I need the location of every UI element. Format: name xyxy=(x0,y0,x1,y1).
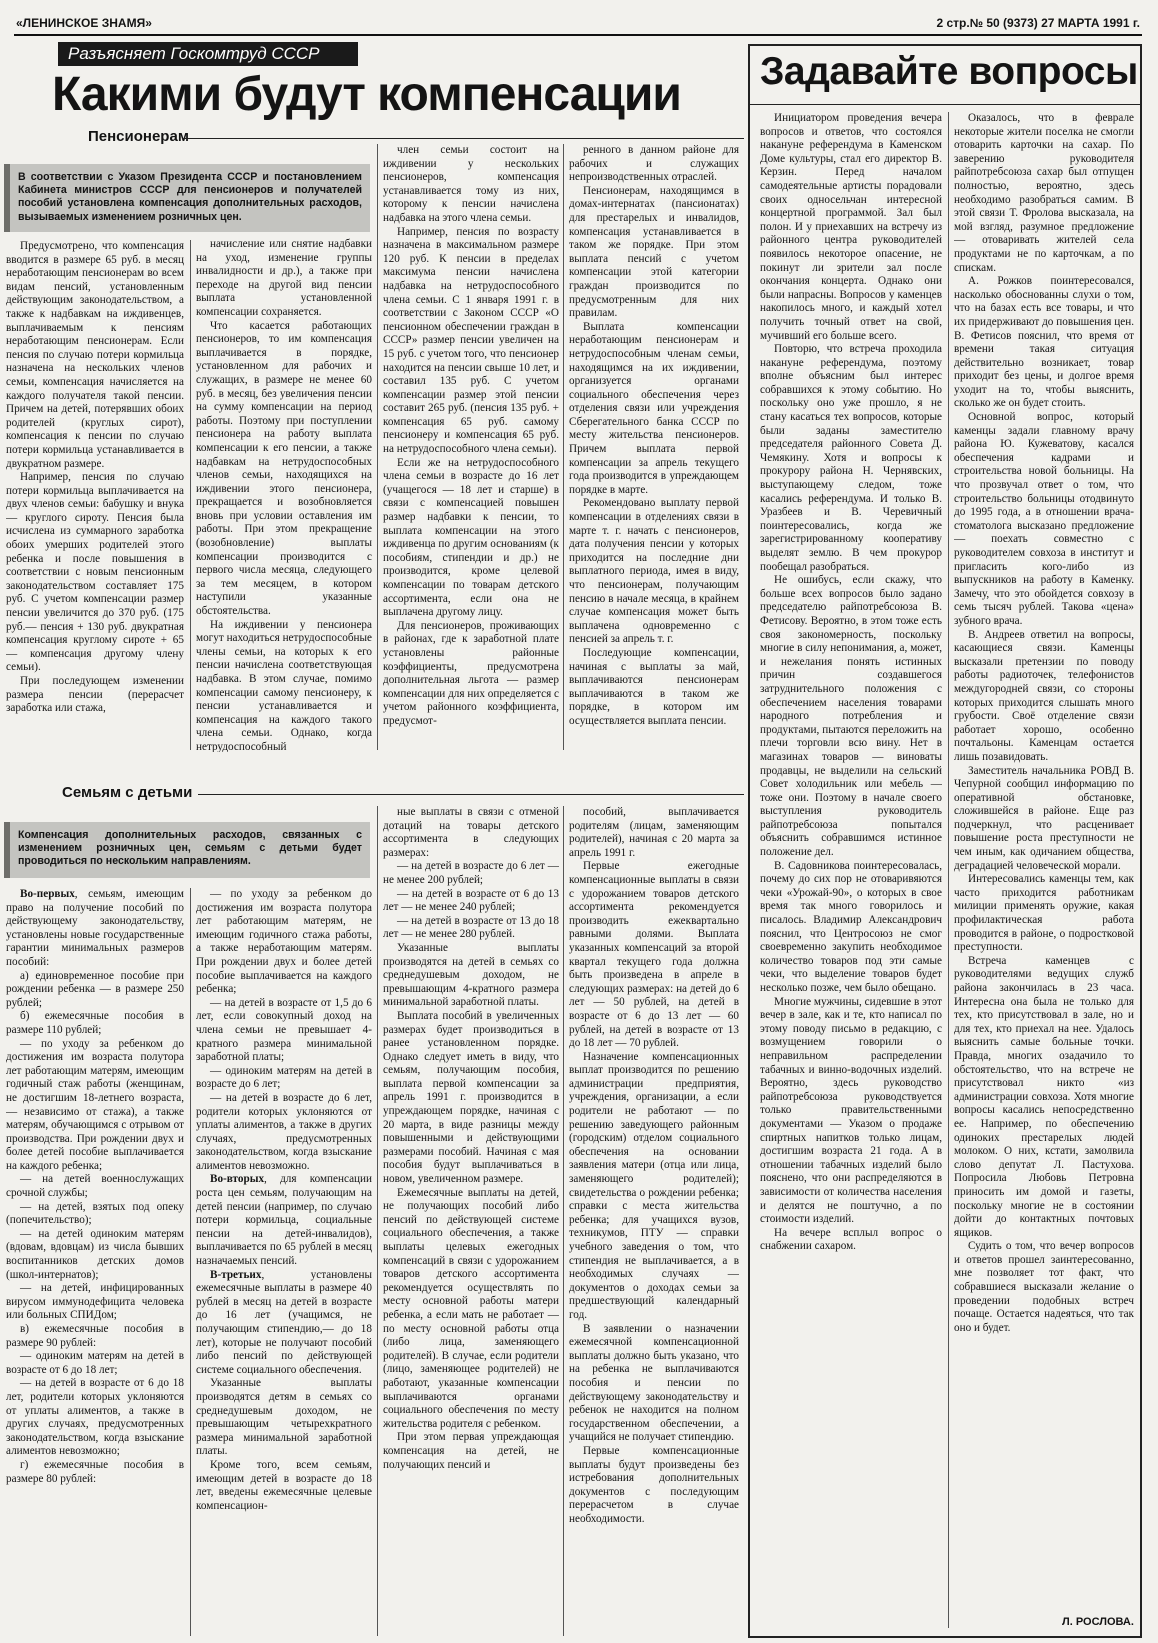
paragraph: Многие мужчины, сидевшие в этот вечер в зале, как и те, кто написал по этому поводу письмо в редакцию, с возмущением говорили о неправильном распределении табачных и винно-водочных изделий. Вероятно, здесь руководство райпотребсоюза руководствуется только правительственными документами — Указом о продаже спиртных напитков только лицам, достигшим возраста 21 года. А в отношении табачных изделий было пояснено, что они распределяются в зависимости от количества населения и делятся не поштучно, а по стоимости изделий. xyxy=(760,995,942,1226)
paragraph: Последующие компенсации, начиная с выплаты за май, выплачиваются пенсионерам выплачиваются в таком же порядке, в котором им осуществляется выплата пенсии. xyxy=(569,646,739,727)
paragraph: Например, пенсия по случаю потери кормильца выплачивается на двух членов семьи: бабушку и внука — круглого сироту. Пенсия была исчислена из суммарного заработка обоих умерших родителей этого ребенка и после повышения в соответствии с новым пенсионным законодательством составляет 175 руб. С учетом компенсации размер пенсии увеличится до 370 руб. (175 руб.— пенсия + 130 руб. двукратная компенсация круглому сироте + 65 — компенсация другому члену семьи). xyxy=(6,471,184,674)
sidebar-column-2 xyxy=(954,112,1134,1614)
paragraph: Например, пенсия по возрасту назначена в максимальном размере 120 руб. К пенсии в пределах максимума пенсии начислена надбавка на нетрудоспособного члена семьи. С 1 января 1991 г. в соответствии с Законом СССР «О пенсионном обеспечении граждан в СССР» размер пенсии увеличен на 15 руб. с учетом того, что пенсионер находится на пенсии свыше 10 лет, и составил 135 руб. С учетом компенсации размер этой пенсии составит 265 руб. (пенсия 135 руб. + компенсация 65 руб. самому пенсионеру и компенсация 65 руб. на нетрудоспособного члена семьи). xyxy=(383,225,559,456)
paragraph: Указанные выплаты производятся детям в семьях со среднедушевым доходом, не превышающим четырехкратного размера минимальной заработной платы. xyxy=(196,1377,372,1458)
section2-column-1 xyxy=(6,888,184,1638)
paragraph: Кроме того, всем семьям, имеющим детей в возрасте до 18 лет, введены ежемесячные целевые компенсацион- xyxy=(196,1458,372,1512)
paragraph: На вечере всплыл вопрос о снабжении сахаром. xyxy=(760,1226,942,1253)
paragraph: Во-первых, семьям, имеющим право на получение пособий по действующему законодательству, установлены новые государственные гарантии минимальных размеров пособий: xyxy=(6,888,184,968)
column-divider xyxy=(563,144,564,750)
newspaper-name: «ЛЕНИНСКОЕ ЗНАМЯ» xyxy=(16,16,152,30)
paragraph: — на детей военнослужащих срочной службы; xyxy=(6,1173,184,1200)
paragraph: В заявлении о назначении ежемесячной компенсационной выплаты должно быть указано, что на ребенка не выплачиваются пособия и пенсии по действующему законодательству и ребенок не находится на полном государственном обеспечении, а учащийся не получает стипендию. xyxy=(569,1322,739,1444)
paragraph: — на детей, взятых под опеку (попечительство); xyxy=(6,1200,184,1227)
paragraph: Для пенсионеров, проживающих в районах, где к заработной плате установлены районные коэффициенты, предусмотрена дополнительная льгота — размер компенсации для них определяется с учетом районного коэффициента, предусмот- xyxy=(383,619,559,727)
paragraph: — одиноким матерям на детей в возрасте до 6 лет; xyxy=(196,1064,372,1091)
section1-column-2 xyxy=(196,238,372,752)
sidebar-title: Задавайте вопросы xyxy=(760,50,1138,93)
paragraph: Инициатором проведения вечера вопросов и ответов, что состоялся накануне референдума в Каменском Доме культуры, стал его директор В. Керзин. Перед началом самодеятельные артисты порадовали своих односельчан интересной концертной программой. Зал был полон. И у приехавших на встречу из районного центра руководителей появилось некоторое опасение, не покинут ли зрители зал после окончания концерта. Однако они были напрасны. Вопросов у каменцев накопилось много, и каждый хотел получить точный ответ на свой, мучивший его больше всего. xyxy=(760,112,942,342)
paragraph: ные выплаты в связи с отменой дотаций на товары детского ассортимента в следующих размерах: xyxy=(383,806,559,859)
paragraph: Что касается работающих пенсионеров, то им компенсация выплачивается в порядке, установленном для рабочих и служащих, в размере не менее 60 руб. в месяц, без увеличения пенсии на сумму компенсации на период работы. Поэтому при поступлении пенсионера на работу выплата компенсации к его пенсии, а также надбавкам на нетрудоспособных членов семьи, находящихся на иждивении этого пенсионера, прекращается и возобновляется вновь при условии оставления им работы. При этом прекращение (возобновление) выплаты компенсации производится с первого числа месяца, следующего за тем месяцем, в котором наступили указанные обстоятельства. xyxy=(196,319,372,618)
column-divider xyxy=(377,806,378,1636)
paragraph: Судить о том, что вечер вопросов и ответов прошел заинтересованно, мне позволяет тот факт, что собравшиеся высказали желание о проведении подобных встреч почаще. Остается надеяться, что так оно и будет. xyxy=(954,1240,1134,1334)
paragraph: Указанные выплаты производятся на детей в семьях со среднедушевым доходом, не превышающим 4-кратного размера минимальной заработной платы. xyxy=(383,941,559,1009)
sidebar-title-rule xyxy=(750,104,1140,105)
column-divider xyxy=(377,144,378,750)
paragraph: в) ежемесячные пособия в размере 90 рублей: xyxy=(6,1323,184,1349)
paragraph: Основной вопрос, который каменцы задали главному врачу района Ю. Кужеватову, касался обеспечения кадрами и строительства новой больницы. На что прозвучал ответ о том, что строительство больницы отодвинуто до 1995 года, а в отношении врача-стоматолога высказано предложение — поехать совместно с руководителем совхоза в институт и пригласить кого-либо из выпускников на работу в Каменку. Замечу, что это обойдется совхозу в семь тысяч рублей. Такова «цена» зубного врача. xyxy=(954,411,1134,627)
paragraph: А. Рожков поинтересовался, насколько обоснованны слухи о том, что на базах есть все товары, и что их придерживают до повышения цен. В. Фетисов пояснил, что время от времени такая ситуация действительно возникает, товар приходит без цены, и долгое время уходит на то, чтобы выяснить, сколько же он будет стоить. xyxy=(954,275,1134,410)
paragraph: На иждивении у пенсионера могут находиться нетрудоспособные члены семьи, на которых к его пенсии начислена соответствующая надбавка. В этом случае, помимо компенсации самому пенсионеру, к пенсии устанавливается и компенсация на каждого такого члена семьи. Однако, когда нетрудоспособный xyxy=(196,618,372,752)
paragraph: В-третьих, установлены ежемесячные выплаты в размере 40 рублей в месяц на детей в возрасте до 16 лет (учащимся, не получающим стипендию,— до 18 лет), которые не получают пособий либо пенсий по действующей системе социального обеспечения. xyxy=(196,1268,372,1376)
paragraph: — на детей в возрасте от 6 до 18 лет, родители которых уклоняются от уплаты алиментов, а также в других случаях, предусмотренных законодательством, когда взыскание алиментов невозможно; xyxy=(6,1377,184,1458)
paragraph: Первые ежегодные компенсационные выплаты в связи с удорожанием товаров детского ассортимента рекомендуется производить ежеквартально равными долями. Выплата указанных компенсаций за второй квартал текущего года должна быть произведена в апреле в следующих размерах: на детей до 6 лет — 50 рублей, на детей в возрасте от 6 до 13 лет — 60 рублей, на детей в возрасте от 13 до 18 лет — 70 рублей. xyxy=(569,860,739,1050)
paragraph: Заместитель начальника РОВД В. Чепурной сообщил информацию по оперативной обстановке, сложившейся в районе. Еще раз подчеркнул, что расценивает повышение роста преступности не чем иным, как одичанием общества, деградацией человеческой морали. xyxy=(954,764,1134,872)
issue-info: 2 стр.№ 50 (9373) 27 МАРТА 1991 г. xyxy=(936,16,1140,30)
paragraph: — по уходу за ребенком до достижения им возраста полутора лет работающим матерям, не имеющим годичного стажа работы, а также неработающим матерям. При рождении двух и более детей пособие выплачивается на каждого ребенка; xyxy=(196,888,372,996)
paragraph: Если же на нетрудоспособного члена семьи в возрасте до 16 лет (учащегося — 18 лет и старше) в связи с компенсацией повышен размер надбавки к пенсии, то выплата компенсации на этого иждивенца по другим основаниям (к пособиям, стипендии и др.) не производится, кроме целевой компенсации по товарам детского ассортимента, если она не выплачена другому лицу. xyxy=(383,456,559,619)
paragraph: ренного в данном районе для рабочих и служащих непроизводственных отраслей. xyxy=(569,144,739,184)
paragraph: Ежемесячные выплаты на детей, не получающих пособий либо пенсий по действующей системе социального обеспечения, а также выплаты целевых ежегодных компенсаций в связи с удорожанием товаров детского ассортимента рекомендуется осуществлять по месту основной работы матери ребенка, а если мать не работает — по месту основной работы отца (либо лица, заменяющего родителей). В случае, если родители (лицо, заменяющее родителей) не работают, указанные компенсации выплачиваются органами социального обеспечения по месту жительства родителя с ребенком. xyxy=(383,1186,559,1430)
paragraph: Не ошибусь, если скажу, что больше всех вопросов было задано председателю райпотребсоюза В. Фетисову. Вероятно, в этом тоже есть своя закономерность, поскольку многие в силу непонимания, а, может, и нежелания понять истинных причин создавшегося затруднительного положения с обеспечением населения товарами народного потребления и продуктами, пытаются переложить на плечи торговли всю вину. Нет в магазинах товаров — виноваты продавцы, не выделили на сельский Совет холодильник или мебель — тоже они. Поэтому в начале своего выступления руководитель райпотребсоюза попытался объяснить собравшимся истинное положение дел. xyxy=(760,574,942,859)
paragraph: — одиноким матерям на детей в возрасте от 6 до 18 лет; xyxy=(6,1350,184,1376)
section1-column-3 xyxy=(383,144,559,752)
section2-lead: Компенсация дополнительных расходов, связанных с изменением розничных цен, семьям с детьми будет проводиться по нескольким направлениям. xyxy=(4,822,370,878)
paragraph: — по уходу за ребенком до достижения им возраста полутора лет работающим матерям, имеющим годичный стаж работы (женщинам, не достигшим 18-летнего возраста,— независимо от стажа), а также матерям, обучающимся с отрывом от производства. При рождении двух и более детей пособие выплачивается на каждого ребенка; xyxy=(6,1037,184,1172)
section-heading-families: Семьям с детьми xyxy=(62,784,193,801)
paragraph: — на детей в возрасте от 6 до 13 лет — не менее 240 рублей; xyxy=(383,887,559,914)
paragraph: Назначение компенсационных выплат производится по решению администрации предприятия, учреждения, организации, а если родители не работают — по решению заведующего районным (городским) отделом социального обеспечения на основании заявления матери (отца или лица, заменяющего родителей); свидетельства о рождении ребенка; справки с места жительства ребенка; для учащихся вузов, техникумов, ПТУ — справки учебного заведения о том, что стипендия не выплачивается, а в необходимых случаях — документов о доходах семьи за предшествующий календарный год. xyxy=(569,1050,739,1321)
paragraph: Повторю, что встреча проходила накануне референдума, поэтому вполне объясним был интерес собравшихся к этому событию. Но поскольку оно уже прошло, я не стану касаться тех вопросов, которые были заданы заместителю председателя районного Совета Д. Чемякину. Хотя и вопросы к прокурору района Н. Чернявских, выступающему следом, тоже касались референдума. И только В. Уразбеев и В. Черевичный поинтересовались, когда же зарегистрированному кооперативу выделят землю. В чем прокурор пообещал разобраться. xyxy=(760,343,942,573)
paragraph: Выплата компенсации неработающим пенсионерам и нетрудоспособным членам семьи, находящимся на их иждивении, организуется органами социального обеспечения через отделения связи или учреждения Сберегательного банка СССР по месту жительства пенсионеров. Причем выплата первой компенсации за апрель текущего года производится в упреждающем порядке в марте. xyxy=(569,320,739,496)
section2-column-3 xyxy=(383,806,559,1638)
paragraph: Встреча каменцев с руководителями ведущих служб района закончилась в 23 часа. Интересна она была не только для тех, кто присутствовал в зале, но и для тех, кто приехал на нее. Удалось выяснить самые больные точки. Правда, многих озадачило то обстоятельство, что на встрече не присутствовал никто «из администрации совхоза. Хотя многие вопросы касались непосредственно ее. Например, по обеспечению одиноких престарелых людей молоком. О них, кстати, замолвила слово депутат Л. Пастухова. Попросила Любовь Петровна приносить им домой и газеты, поскольку многие не в состоянии дойти до контактных почтовых ящиков. xyxy=(954,954,1134,1239)
paragraph: При этом первая упреждающая компенсация на детей, не получающих пенсий и xyxy=(383,1431,559,1471)
section-heading-line xyxy=(182,138,744,139)
column-divider xyxy=(563,806,564,1636)
paragraph: Предусмотрено, что компенсация вводится в размере 65 руб. в месяц неработающим пенсионерам во всем видам пенсий, установленным действующим законодательством, а также к надбавкам на иждивенцев, выплачиваемым к пенсиям неработающим пенсионерам. Если пенсия по случаю потери кормильца назначена на нескольких членов семьи, компенсация начисляется на каждого получателя такой пенсии. Причем на детей, потерявших обоих родителей (круглых сирот), компенсация к пенсии по случаю потери кормильца устанавливается в двукратном размере. xyxy=(6,240,184,470)
section1-column-4 xyxy=(569,144,739,752)
article-title: Какими будут компенсации xyxy=(52,68,681,121)
column-divider xyxy=(190,888,191,1636)
paragraph: а) единовременное пособие при рождении ребенка — в размере 250 рублей; xyxy=(6,969,184,1009)
section2-column-4 xyxy=(569,806,739,1638)
masthead xyxy=(14,14,1142,36)
column-divider xyxy=(190,240,191,750)
paragraph: Оказалось, что в феврале некоторые жители поселка не смогли отоварить карточки на сахар. По заверению руководителя райпотребсоюза сахар был отпущен полностью, вероятно, здесь необходимо разобраться самим. В этой связи Т. Фролова высказала, на мой взгляд, разумное предложение — отоваривать жителей села продуктами не по карточкам, а по спискам. xyxy=(954,112,1134,274)
paragraph: Первые компенсационные выплаты будут произведены без истребования дополнительных документов с последующим перерасчетом в случае необходимости. xyxy=(569,1444,739,1525)
section1-column-1 xyxy=(6,240,184,752)
column-divider xyxy=(948,112,949,1628)
sidebar-column-1 xyxy=(760,112,942,1628)
paragraph: начисление или снятие надбавки на уход, изменение группы инвалидности и др.), а также при переходе на другой вид пенсии выплата установленной компенсации сохраняется. xyxy=(196,238,372,318)
author-signature: Л. РОСЛОВА. xyxy=(1062,1616,1134,1628)
section-heading-pensioners: Пенсионерам xyxy=(88,128,189,145)
paragraph: пособий, выплачивается родителям (лицам, заменяющим родителей), начиная с 20 марта за апрель 1991 г. xyxy=(569,806,739,859)
paragraph: Интересовались каменцы тем, как часто приходится работникам милиции применять оружие, какая профилактическая работа проводится в районе, о подростковой преступности. xyxy=(954,873,1134,954)
paragraph: г) ежемесячные пособия в размере 80 рублей: xyxy=(6,1458,184,1485)
paragraph: — на детей в возрасте от 13 до 18 лет — не менее 280 рублей. xyxy=(383,914,559,941)
article-rubric: Разъясняет Госкомтруд СССР xyxy=(58,42,358,66)
paragraph: член семьи состоит на иждивении у нескольких пенсионеров, компенсация устанавливается тому из них, которому к пенсии начислена надбавка на этого члена семьи. xyxy=(383,144,559,224)
paragraph: Рекомендовано выплату первой компенсации в отделениях связи в марте т. г. начать с пенсионеров, дата получения пенсии у которых приходится на последние дни выплатного периода, имея в виду, что пенсионерам, получающим пенсию в начале месяца, в крайнем случае компенсация может быть выплачена одновременно с пенсией за апрель т. г. xyxy=(569,497,739,646)
paragraph: Выплата пособий в увеличенных размерах будет производиться в ранее установленном порядке. Однако следует иметь в виду, что семьям, получающим пособия, выплата первой компенсации за апрель 1991 г. производится в упреждающем порядке, начиная с 20 марта, в виде разницы между повышенными и действующими размерами пособий. Начиная с мая пособия будут выплачиваться в новом, увеличенном размере. xyxy=(383,1009,559,1186)
section1-lead: В соответствии с Указом Президента СССР и постановлением Кабинета министров СССР для пенсионеров и получателей пособий установлена компенсация дополнительных расходов, вызываемых изменением розничных цен. xyxy=(4,164,370,232)
paragraph: б) ежемесячные пособия в размере 110 рублей; xyxy=(6,1010,184,1036)
paragraph: — на детей одиноким матерям (вдовам, вдовцам) из числа бывших воспитанников детских домов (школ-интернатов); xyxy=(6,1227,184,1281)
paragraph: В. Андреев ответил на вопросы, касающиеся связи. Каменцы высказали претензии по поводу работы радиоточек, телефонистов междугородней связи, со стороны которых приходится слышать много грубости. Своё отделение связи работает хорошо, особенно почтальоны. Каменцам остается лишь позавидовать. xyxy=(954,628,1134,763)
paragraph: — на детей в возрасте до 6 лет, родители которых уклоняются от уплаты алиментов, а также в других случаях, предусмотренных законодательством, когда взыскание алиментов невозможно. xyxy=(196,1091,372,1172)
section2-column-2 xyxy=(196,888,372,1638)
section-heading-line xyxy=(198,794,744,795)
paragraph: — на детей, инфицированных вирусом иммунодефицита человека или больных СПИДом; xyxy=(6,1282,184,1322)
paragraph: — на детей в возрасте от 1,5 до 6 лет, если совокупный доход на члена семьи не превышает 4-кратного размера минимальной заработной платы; xyxy=(196,996,372,1064)
paragraph: В. Садовникова поинтересовалась, почему до сих пор не отоваривяются чеки «Урожай-90», о которых в свое время так много говорилось и писалось. Владимир Александрович пояснил, что Центросоюз не смог своевременно закупить необходимое количество товаров под эти самые чеки, что выделение товаров будет несколько позже, чем было обещано. xyxy=(760,859,942,994)
paragraph: При последующем изменении размера пенсии (перерасчет заработка или стажа, xyxy=(6,675,184,715)
paragraph: Во-вторых, для компенсации роста цен семьям, получающим на детей пенсии (например, по случаю потери кормильца, социальные пенсии на детей-инвалидов), выплачивается по 65 рублей в месяц назначаемых пенсий. xyxy=(196,1173,372,1268)
paragraph: — на детей в возрасте до 6 лет — не менее 200 рублей; xyxy=(383,860,559,886)
paragraph: Пенсионерам, находящимся в домах-интернатах (пансионатах) для престарелых и инвалидов, компенсация устанавливается в таком же порядке. При этом выплата пенсий с учетом компенсации этой категории граждан производится по предусмотренным для них правилам. xyxy=(569,184,739,320)
